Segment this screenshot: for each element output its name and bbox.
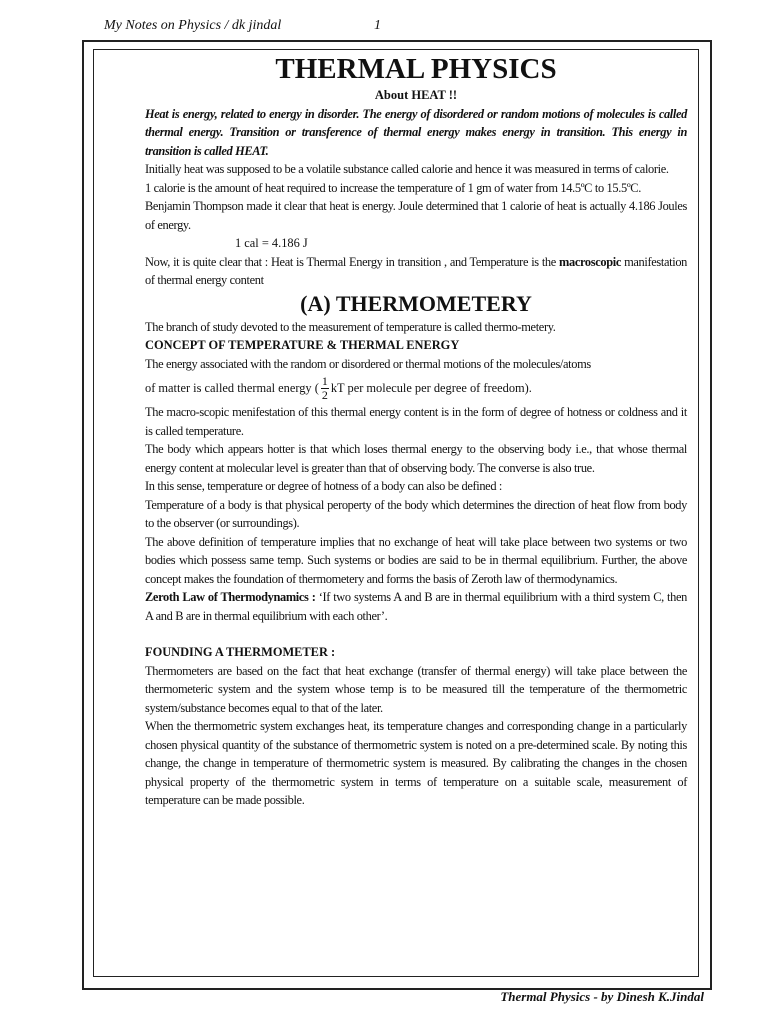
page-content [145, 52, 687, 810]
one-half-fraction [321, 375, 329, 402]
macroscopic-term: macroscopic [559, 254, 622, 269]
macroscopic-paragraph: The macro-scopic menifestation of this thermal energy content is in the form of degree of hotness or coldness and it is called temperature. [145, 405, 687, 438]
zeroth-law-paragraph [145, 588, 687, 625]
fraction-numerator: 1 [321, 374, 328, 388]
sense-paragraph: In this sense, temperature or degree of hotness of a body can also be defined : [145, 479, 503, 493]
zeroth-law-text: ‘If two systems A and B are in thermal equilibrium with a third system C, then A and B are in thermal equilibrium with each other’. [145, 590, 687, 623]
heat-temperature-text-start: Now, it is quite clear that : Heat is Thermal Energy in transition , and Temperature is the [145, 254, 556, 269]
section-thermometery-heading: (A) THERMOMETERY [300, 290, 532, 316]
paragraph-spacer [145, 625, 687, 643]
about-heat-heading: About HEAT !! [374, 88, 458, 102]
fraction-denominator: 2 [321, 388, 328, 402]
page-number: 1 [374, 18, 381, 33]
founding-thermometer-heading: FOUNDING A THERMOMETER : [145, 645, 336, 659]
equilibrium-paragraph: The above definition of temperature implies that no exchange of heat will take place between two systems or two bodies which possess same temp. Such systems or bodies are said to be in thermal equilibrium. Further, the above concept makes the foundation of thermometery and forms the basis of Zeroth law of thermodynamics. [145, 534, 687, 586]
calorie-definition-paragraph: 1 calorie is the amount of heat required to increase the temperature of 1 gm of water from 14.5ºC to 15.5ºC. [145, 180, 641, 195]
hotter-body-paragraph: The body which appears hotter is that which loses thermal energy to the observing body i.e., that whose thermal energy content at molecular level is greater than that of observing body. The converse is also true. [145, 442, 687, 475]
concept-heading: CONCEPT OF TEMPERATURE & THERMAL ENERGY [145, 338, 460, 352]
heat-exchange-paragraph: When the thermometric system exchanges heat, its temperature changes and corresponding change in a particularly chosen physical quantity of the substance of thermometric system is noted on a pre-determined scale. By noting this change, the change in temperature of thermometric system is measured. By calibrating the changes in the chosen physical property of the thermometric system in terms of temperature on a suitable scale, measurement of temperature can be made possible. [145, 719, 687, 807]
page-header [104, 18, 381, 34]
calorie-substance-paragraph: Initially heat was supposed to be a volatile substance called calorie and hence it was measured in terms of calorie. [145, 162, 669, 176]
formula-text-end: kT per molecule per degree of freedom). [330, 381, 532, 396]
formula-text-start: of matter is called thermal energy ( [145, 381, 319, 396]
zeroth-law-label: Zeroth Law of Thermodynamics : [145, 590, 316, 604]
heat-temperature-paragraph [145, 253, 687, 290]
temperature-definition-paragraph: Temperature of a body is that physical peroperty of the body which determines the direction of heat flow from body to the observer (or surroundings). [145, 497, 687, 530]
branch-paragraph: The branch of study devoted to the measurement of temperature is called thermo-metery. [145, 319, 556, 334]
calorie-equation: 1 cal = 4.186 J [235, 236, 308, 250]
header-title: My Notes on Physics / dk jindal [104, 18, 282, 33]
intro-paragraph: Heat is energy, related to energy in disorder. The energy of disordered or random motions of molecules is called thermal energy. Transition or transference of thermal energy makes energy in transition. This energy in transition is called HEAT. [145, 106, 687, 158]
document-title: THERMAL PHYSICS [275, 53, 557, 85]
thermometers-paragraph: Thermometers are based on the fact that heat exchange (transfer of thermal energy) will take place between the thermometeric system and the system whose temp is to be measured till the temperature of the thermometric system/substance becomes equal to that of the later. [145, 663, 687, 715]
heat-temperature-text-end: manifestation of thermal energy content [145, 254, 688, 287]
page-footer: Thermal Physics - by Dinesh K.Jindal [500, 989, 704, 1004]
energy-associated-paragraph: The energy associated with the random or disordered or thermal motions of the molecules/atoms [145, 356, 591, 371]
thermal-energy-formula-line [145, 375, 687, 402]
thompson-paragraph: Benjamin Thompson made it clear that heat is energy. Joule determined that 1 calorie of heat is actually 4.186 Joules of energy. [145, 199, 687, 232]
